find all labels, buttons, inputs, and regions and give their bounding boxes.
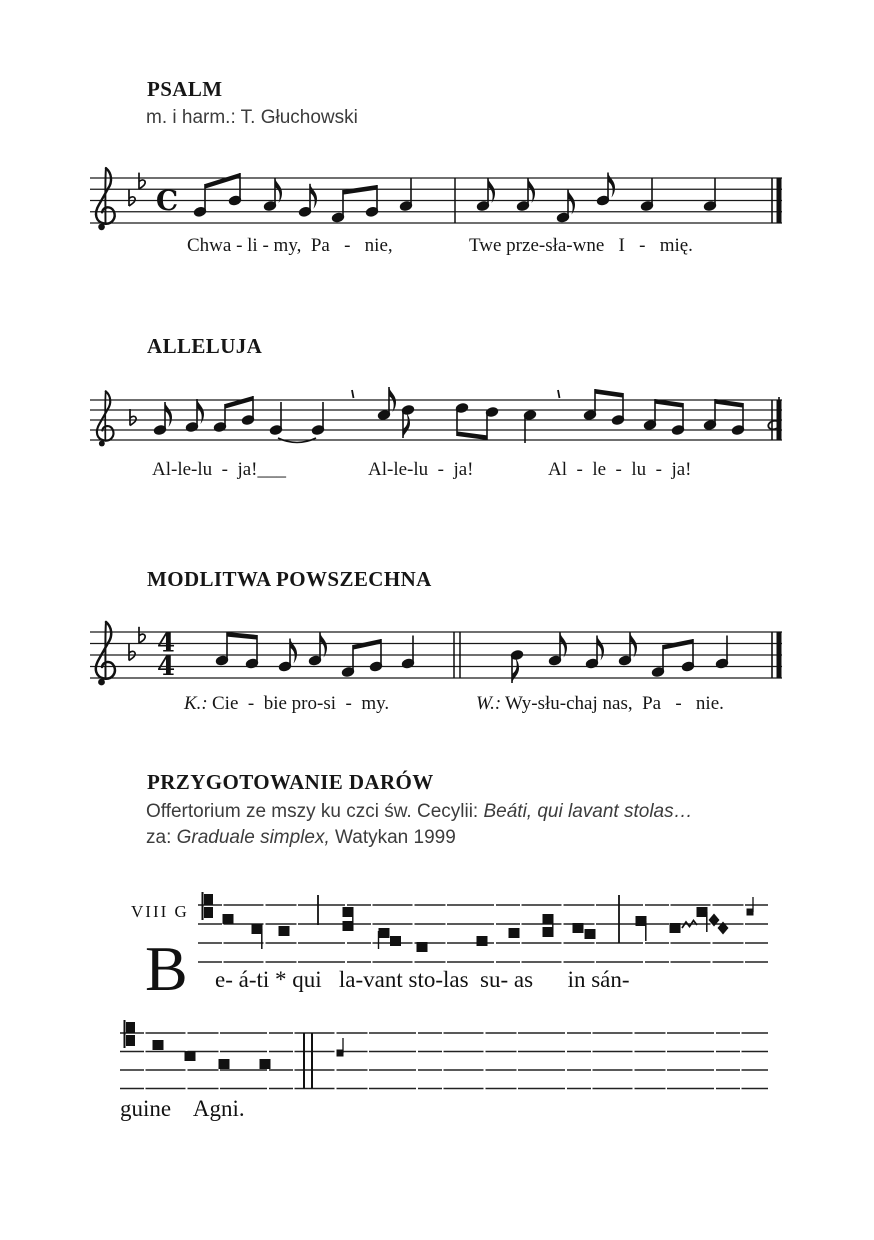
offertorium-source-line bbox=[146, 801, 693, 823]
przygotowanie-title: PRZYGOTOWANIE DARÓW bbox=[147, 770, 434, 794]
eighth-flag bbox=[608, 173, 615, 198]
c-clef-icon bbox=[126, 1035, 135, 1046]
modlitwa-lyrics bbox=[0, 693, 874, 717]
text-segment: Offertorium ze mszy ku czci św. Cecylii: bbox=[146, 801, 484, 822]
beam bbox=[663, 639, 693, 650]
neume-virga bbox=[636, 916, 647, 926]
text-segment: K.: bbox=[184, 693, 208, 714]
alleluja-title: ALLELUJA bbox=[147, 334, 263, 358]
text-segment: Beáti, qui lavant stolas… bbox=[483, 801, 693, 822]
gregorian-staff-2 bbox=[120, 1020, 772, 1104]
text-segment: Watykan 1999 bbox=[329, 827, 456, 848]
time-signature-numerator: 4 bbox=[156, 628, 176, 659]
eighth-flag bbox=[528, 178, 535, 203]
neume-punctum bbox=[223, 914, 234, 924]
final-barline bbox=[777, 178, 782, 223]
eighth-flag bbox=[165, 402, 172, 427]
neume-punctum bbox=[585, 929, 596, 939]
beam bbox=[225, 396, 253, 409]
chant-mode-label: VIII G bbox=[131, 902, 189, 921]
neume-podatus bbox=[543, 927, 554, 937]
flat-sign-icon bbox=[139, 627, 145, 644]
text-segment: Twe prze-sła-wne I - mię. bbox=[469, 235, 693, 256]
beam bbox=[353, 639, 381, 650]
text-segment: Al-le-lu - ja! bbox=[368, 459, 474, 480]
text-segment: za: bbox=[146, 827, 177, 848]
eighth-flag bbox=[568, 190, 575, 215]
neume-virga bbox=[697, 907, 708, 917]
flat-sign-icon bbox=[129, 644, 135, 661]
eighth-flag bbox=[403, 413, 410, 438]
beam bbox=[205, 173, 240, 189]
common-time-sign: C bbox=[155, 184, 179, 217]
eighth-flag bbox=[290, 639, 297, 664]
modlitwa-title: MODLITWA POWSZECHNA bbox=[147, 567, 432, 591]
eighth-flag bbox=[488, 178, 495, 203]
text-segment: Graduale simplex, bbox=[176, 827, 330, 848]
offertorium-reference-line bbox=[146, 827, 456, 849]
final-barline bbox=[777, 400, 782, 440]
text-segment: W.: bbox=[476, 693, 502, 714]
neume-clivis bbox=[379, 928, 390, 938]
neume-punctum bbox=[219, 1059, 230, 1069]
eighth-flag bbox=[310, 184, 317, 209]
eighth-flag bbox=[560, 633, 567, 658]
neume-punctum bbox=[670, 923, 681, 933]
neume-punctum bbox=[417, 942, 428, 952]
neume-virga bbox=[252, 924, 263, 934]
text-segment: Wy-słu-chaj nas, Pa - nie. bbox=[505, 693, 724, 714]
eighth-flag bbox=[597, 636, 604, 661]
neume-punctum bbox=[477, 936, 488, 946]
neume-punctum bbox=[509, 928, 520, 938]
psalm-title: PSALM bbox=[147, 77, 223, 101]
c-clef-icon bbox=[204, 894, 213, 905]
neume-punctum bbox=[573, 923, 584, 933]
neume-podatus bbox=[543, 914, 554, 924]
flat-sign-icon bbox=[129, 190, 135, 207]
eighth-flag bbox=[512, 658, 519, 683]
modlitwa-staff-notation bbox=[88, 612, 802, 700]
beam bbox=[227, 632, 257, 640]
neume-punctum bbox=[185, 1051, 196, 1061]
eighth-flag bbox=[320, 633, 327, 658]
neume-podatus bbox=[343, 907, 354, 917]
breath-mark bbox=[352, 390, 354, 398]
alleluja-staff-notation bbox=[88, 376, 802, 460]
neume-punctum bbox=[279, 926, 290, 936]
flat-sign-icon bbox=[130, 409, 136, 426]
psalm-credit: m. i harm.: T. Głuchowski bbox=[146, 107, 358, 128]
beam bbox=[595, 389, 623, 398]
flat-sign-icon bbox=[139, 173, 145, 190]
alleluja-lyrics bbox=[0, 459, 874, 483]
neume-punctum bbox=[153, 1040, 164, 1050]
text-segment: Cie - bie pro-si - my. bbox=[212, 693, 390, 714]
text-segment: Chwa - li - my, Pa - nie, bbox=[187, 235, 393, 256]
chant-lyrics-line-2: guine Agni. bbox=[120, 1096, 245, 1121]
eighth-flag bbox=[630, 633, 637, 658]
eighth-flag bbox=[275, 178, 282, 203]
psalm-lyrics bbox=[0, 235, 874, 259]
beam bbox=[343, 185, 377, 195]
chant-dropcap: B bbox=[145, 933, 188, 1004]
text-segment: Al - le - lu - ja! bbox=[548, 459, 692, 480]
breath-mark bbox=[558, 390, 560, 398]
neume-punctum bbox=[260, 1059, 271, 1069]
neume-podatus bbox=[343, 921, 354, 931]
c-clef-icon bbox=[126, 1022, 135, 1033]
text-segment: Al-le-lu - ja!___ bbox=[152, 459, 287, 480]
chant-lyrics-line-1: e- á-ti * qui la-vant sto-las su- as in sán- bbox=[215, 967, 630, 992]
neume-clivis bbox=[390, 936, 401, 946]
psalm-staff-notation bbox=[88, 158, 802, 242]
final-barline bbox=[777, 632, 782, 678]
beam bbox=[457, 431, 487, 440]
c-clef-icon bbox=[204, 907, 213, 918]
time-signature-denominator: 4 bbox=[156, 652, 176, 682]
